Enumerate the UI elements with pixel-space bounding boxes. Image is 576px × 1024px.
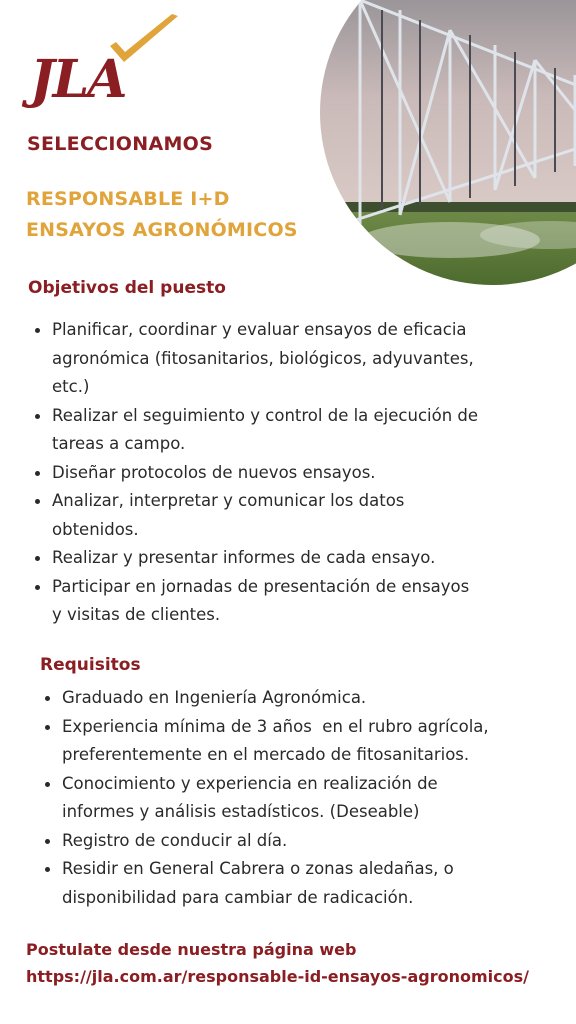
list-item-line: Realizar el seguimiento y control de la ejecución de xyxy=(52,405,479,425)
list-item-line: Realizar y presentar informes de cada ensayo. xyxy=(52,548,436,567)
list-item-line: etc.) xyxy=(52,377,90,396)
jla-logo xyxy=(30,12,180,112)
job-title-line1: RESPONSABLE I+D xyxy=(26,188,230,210)
list-item xyxy=(34,459,534,488)
list-item-line: informes y análisis estadísticos. (Deseable) xyxy=(62,802,420,821)
list-item xyxy=(44,827,544,856)
list-item-line: Residir en General Cabrera o zonas aledañas, o xyxy=(62,859,454,878)
list-item xyxy=(34,402,534,459)
requisitos-heading: Requisitos xyxy=(40,655,141,675)
list-item xyxy=(34,573,534,630)
requisitos-list xyxy=(44,684,544,912)
list-item xyxy=(44,713,544,770)
list-item xyxy=(34,487,534,544)
list-item-line: Analizar, interpretar y comunicar los datos xyxy=(52,491,405,510)
list-item xyxy=(44,684,544,713)
list-item-line: Registro de conducir al día. xyxy=(62,830,288,850)
list-item-line: Diseñar protocolos de nuevos ensayos. xyxy=(52,462,376,482)
list-item-line: tareas a campo. xyxy=(52,434,186,453)
objetivos-heading: Objetivos del puesto xyxy=(28,278,226,298)
list-item-line: obtenidos. xyxy=(52,519,139,539)
list-item-line: Planificar, coordinar y evaluar ensayos de eficacia xyxy=(52,320,467,339)
list-item xyxy=(44,770,544,827)
list-item xyxy=(44,855,544,912)
list-item-line: Participar en jornadas de presentación de ensayos xyxy=(52,576,470,596)
apply-cta: Postulate desde nuestra página web xyxy=(26,940,357,959)
list-item xyxy=(34,544,534,573)
logo-wordmark: JLA xyxy=(30,49,126,110)
list-item-line: preferentemente en el mercado de fitosanitarios. xyxy=(62,745,470,764)
center-pivot-irrigation-photo xyxy=(320,0,576,285)
list-item-line: Experiencia mínima de 3 años en el rubro agrícola, xyxy=(62,716,489,736)
list-item-line: Graduado en Ingeniería Agronómica. xyxy=(62,688,367,707)
list-item-line: agronómica (fitosanitarios, biológicos, adyuvantes, xyxy=(52,348,474,368)
list-item-line: Conocimiento y experiencia en realización de xyxy=(62,773,438,793)
list-item-line: y visitas de clientes. xyxy=(52,605,221,624)
kicker-heading: SELECCIONAMOS xyxy=(27,133,214,155)
list-item xyxy=(34,316,534,402)
job-title-line2: ENSAYOS AGRONÓMICOS xyxy=(26,219,298,241)
apply-link[interactable]: https://jla.com.ar/responsable-id-ensayos-agronomicos/ xyxy=(26,967,529,986)
job-title xyxy=(26,184,298,246)
list-item-line: disponibilidad para cambiar de radicación. xyxy=(62,887,414,907)
objetivos-list xyxy=(34,316,534,630)
hero-image xyxy=(320,0,576,285)
